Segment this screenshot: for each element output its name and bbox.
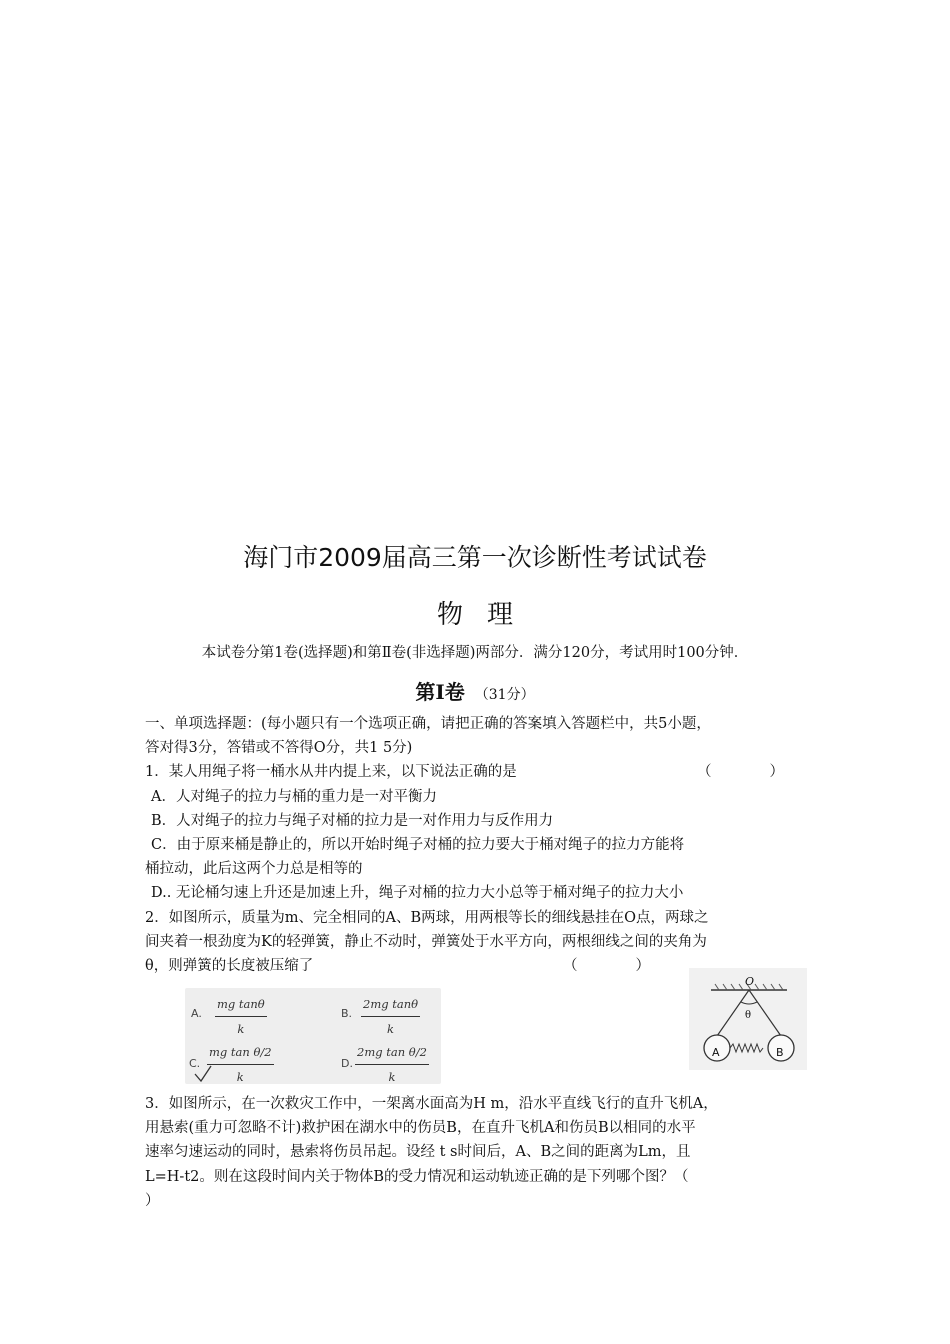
q2-option-a-label: A. [191, 1007, 202, 1021]
q2-stem-text: θ，则弹簧的长度被压缩了 [145, 957, 314, 974]
q2-option-b-numerator: 2mg tanθ [361, 992, 420, 1017]
section-heading [0, 676, 950, 705]
section-title: 第Ⅰ卷 [415, 680, 465, 704]
q1-stem-text: 1．某人用绳子将一桶水从井内提上来，以下说法正确的是 [145, 764, 517, 781]
point-o-label: O [745, 975, 755, 989]
q1-option-d: D.. 无论桶匀速上升还是加速上升，绳子对桶的拉力大小总等于桶对绳子的拉力大小 [151, 885, 684, 902]
q2-option-a-formula [215, 992, 267, 1041]
q3-stem-line-2: 用悬索(重力可忽略不计)救护困在湖水中的伤员B，在直升飞机A和伤员B以相同的水平 [145, 1120, 696, 1137]
q2-option-b-denominator: k [387, 1022, 394, 1037]
theta-label: θ [745, 1010, 752, 1022]
q1-option-c-line-2: 桶拉动，此后这两个力总是相等的 [145, 861, 363, 878]
q2-stem-line-2: 间夹着一根劲度为K的轻弹簧，静止不动时，弹簧处于水平方向，两根细线之间的夹角为 [145, 933, 707, 950]
q2-option-d-formula [355, 1040, 429, 1089]
q3-stem-line-4: L=H-t2。则在这段时间内关于物体B的受力情况和运动轨迹正确的是下列哪个图？（ [145, 1168, 689, 1185]
q2-answer-paren: （ ） [563, 957, 650, 974]
q2-option-c-denominator: k [236, 1070, 244, 1085]
q2-option-a-denominator: k [237, 1022, 245, 1037]
subject-title: 物理 [436, 600, 537, 630]
section-points: （31分） [474, 687, 535, 703]
q2-spring-diagram [689, 968, 807, 1070]
q2-stem-line-1: 2．如图所示，质量为m、完全相同的A、B两球，用两根等长的细线悬挂在O点，两球之 [145, 909, 709, 926]
ball-b-label: B [776, 1046, 784, 1060]
q2-options-image [185, 988, 441, 1084]
exam-intro: 本试卷分第1卷(选择题)和第Ⅱ卷(非选择题)两部分．满分120分，考试用时100分钟． [201, 645, 749, 661]
q2-option-c-numerator: mg tan θ/2 [207, 1040, 274, 1065]
instructions-line-1: 一、单项选择题：(每小题只有一个选项正确，请把正确的答案填入答题栏中，共5小题， [145, 716, 711, 732]
q2-option-c-label: C. [189, 1057, 201, 1071]
checkmark-icon [193, 1064, 213, 1084]
q1-answer-paren: （ ） [697, 764, 784, 781]
instructions-line-2: 答对得3分，答错或不答得O分，共1 5分) [145, 740, 413, 757]
q1-option-b: B．人对绳子的拉力与绳子对桶的拉力是一对作用力与反作用力 [151, 812, 554, 829]
q3-stem-line-1: 3．如图所示，在一次救灾工作中，一架离水面高为H m，沿水平直线飞行的直升飞机A， [145, 1096, 718, 1113]
q2-option-d-numerator: 2mg tan θ/2 [355, 1040, 429, 1065]
q2-option-d-denominator: k [388, 1070, 396, 1085]
q3-stem-line-3: 速率匀速运动的同时，悬索将伤员吊起。设经 t s时间后，A、B之间的距离为Lm，且 [145, 1144, 691, 1161]
q1-option-c-line-1: C．由于原来桶是静止的，所以开始时绳子对桶的拉力要大于桶对绳子的拉力方能将 [151, 836, 685, 853]
q2-option-c-formula [207, 1040, 274, 1089]
q2-option-b-label: B. [341, 1007, 353, 1021]
q2-figure-row [145, 975, 810, 1092]
q3-stem-line-5: ） [145, 1192, 160, 1209]
question-body [145, 712, 810, 1213]
q2-option-a-numerator: mg tanθ [215, 992, 267, 1017]
q1-stem [145, 760, 810, 784]
q2-option-d-label: D. [341, 1057, 353, 1071]
ball-a-label: A [712, 1046, 720, 1060]
exam-title: 海门市2009届高三第一次诊断性考试试卷 [243, 543, 707, 572]
q1-option-a: A．人对绳子的拉力与桶的重力是一对平衡力 [151, 788, 437, 805]
q2-option-b-formula [361, 992, 420, 1041]
